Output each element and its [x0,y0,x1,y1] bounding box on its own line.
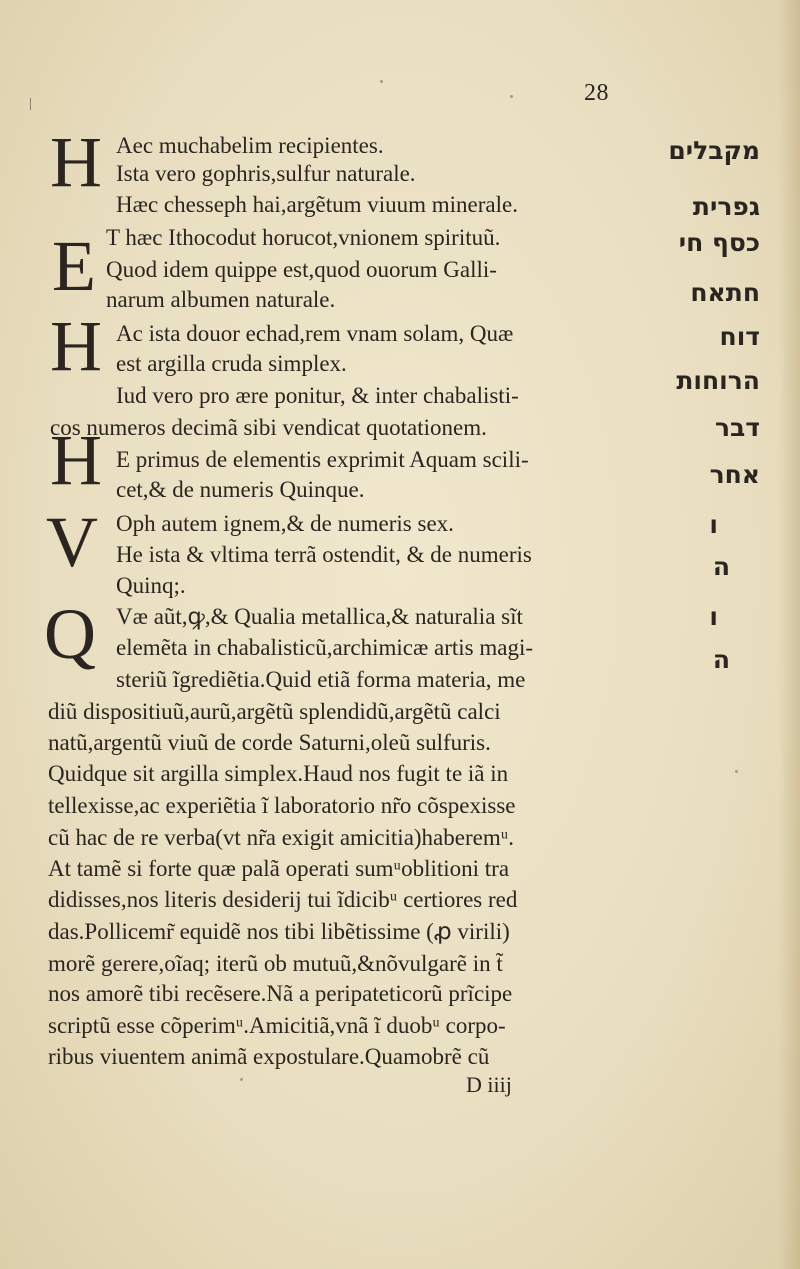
initial-h-2: H [50,306,102,386]
paper-speck [735,770,738,773]
hebrew-gloss: דבר [715,413,760,442]
text-line: cet,& de numeris Quinque. [116,477,365,502]
text-line: Ista vero gophris,sulfur naturale. [116,161,416,186]
text-line: scriptũ esse cõperimᵘ.Amicitiã,vnã ĩ duobᵘ corpo- [48,1013,506,1038]
text-line: Quod idem quippe est,quod ouorum Galli- [106,257,497,282]
initial-v: V [46,502,98,582]
text-line: E primus de elementis exprimit Aquam scili- [116,447,529,472]
paper-speck [240,1078,243,1081]
text-line: steriũ ĩgrediẽtia.Quid etiã forma materia, me [116,667,526,692]
paper-speck [380,80,383,83]
hebrew-gloss: ו [709,510,718,539]
page-edge-shadow [778,0,800,1269]
text-line: diũ dispositiuũ,aurũ,argẽtũ splendidũ,argẽtũ calci [48,699,501,724]
text-line: Aec muchabelim recipientes. [116,133,384,158]
hebrew-gloss: הרוחות [676,366,760,395]
text-line: cos numeros decimã sibi vendicat quotationem. [50,415,487,440]
signature-mark: D iiij [466,1072,512,1097]
text-line: Væ aũt,ꝙ,& Qualia metallica,& naturalia sĩt [116,604,523,629]
text-line: est argilla cruda simplex. [116,351,347,376]
text-line: He ista & vltima terrã ostendit, & de numeris [116,542,532,567]
text-line: Quinq;. [116,573,186,598]
text-line: morẽ gerere,oĩaq; iterũ ob mutuũ,&nõvulgarẽ in t̃ [48,951,503,976]
text-line: Ac ista douor echad,rem vnam solam, Quæ [116,321,514,346]
hebrew-gloss: חתאח [690,278,760,307]
margin-mark [30,98,31,110]
text-line: T hæc Ithocodut horucot,vnionem spirituũ. [106,225,501,250]
text-line: das.Pollicemr̃ equidẽ nos tibi libẽtissime (ꝓ virili) [48,919,510,944]
text-line: ribus viuentem animã expostulare.Quamobrẽ cũ [48,1044,490,1069]
paper-speck [510,95,513,98]
hebrew-gloss: אחר [709,460,760,489]
text-line: At tamẽ si forte quæ palã operati sumᵘoblitioni tra [48,856,510,881]
hebrew-gloss: גפרית [692,192,760,221]
text-line: Iud vero pro ære ponitur, & inter chabalisti- [116,383,519,408]
text-line: natũ,argentũ viuũ de corde Saturni,oleũ sulfuris. [48,730,491,755]
hebrew-gloss: ה [712,645,730,674]
text-line: Hæc chesseph hai,argẽtum viuum minerale. [116,192,518,217]
hebrew-gloss: דוח [719,322,760,351]
hebrew-gloss: כסף חי [678,228,760,257]
text-line: tellexisse,ac experiẽtia ĩ laboratorio nr̃o cõspexisse [48,793,516,818]
hebrew-gloss: ו [709,602,718,631]
initial-h-3: H [50,420,102,500]
hebrew-gloss: מקבלים [668,136,760,165]
initial-h-1: H [50,122,102,202]
text-line: narum albumen naturale. [106,287,336,312]
hebrew-gloss: ה [712,552,730,581]
text-line: nos amorẽ tibi recẽsere.Nã a peripateticorũ prĩcipe [48,981,513,1006]
text-line: Oph autem ignem,& de numeris sex. [116,511,454,536]
initial-e: E [52,226,96,306]
text-line: cũ hac de re verba(vt nr̃a exigit amicitia)haberemᵘ. [48,825,515,850]
text-line: Quidque sit argilla simplex.Haud nos fugit te iã in [48,761,509,786]
page-number: 28 [584,80,609,106]
initial-q: Q [44,594,96,674]
text-line: elemẽta in chabalisticũ,archimicæ artis magi- [116,635,534,660]
text-line: didisses,nos literis desiderij tui ĩdicibᵘ certiores red [48,887,518,912]
